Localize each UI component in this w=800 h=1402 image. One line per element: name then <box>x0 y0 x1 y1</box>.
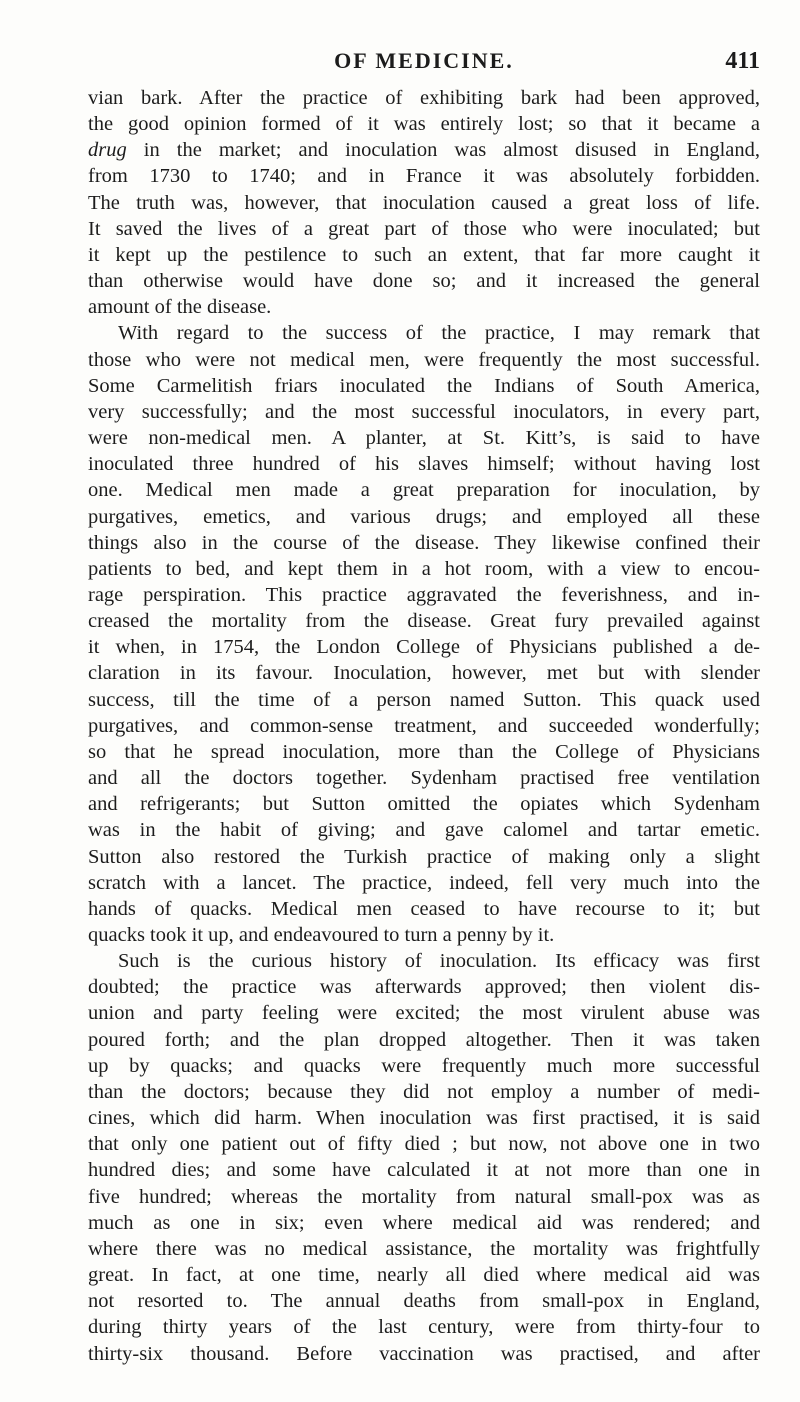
text-line: not resorted to. The annual deaths from small-pox in England, <box>88 1290 760 1313</box>
text-line: Sutton also restored the Turkish practice of making only a slight <box>88 845 760 868</box>
text-line: vian bark. After the practice of exhibiting bark had been approved, <box>88 87 760 109</box>
running-head <box>88 46 760 76</box>
text-line <box>88 137 760 163</box>
text-line: from 1730 to 1740; and in France it was absolutely forbidden. <box>88 165 760 188</box>
text-line: hundred dies; and some have calculated it at not more than one in <box>88 1159 760 1182</box>
text-line: cines, which did harm. When inoculation was first practised, it is said <box>88 1107 760 1130</box>
text-line: quacks took it up, and endeavoured to turn a penny by it. <box>88 924 555 946</box>
text-line: scratch with a lancet. The practice, indeed, fell very much into the <box>88 871 760 894</box>
text-line: The truth was, however, that inoculation caused a great loss of life. <box>88 191 760 214</box>
text-line: It saved the lives of a great part of those who were inoculated; but <box>88 217 760 240</box>
text-line: during thirty years of the last century, were from thirty-four to <box>88 1316 760 1339</box>
text-line: claration in its favour. Inoculation, however, met but with slender <box>88 662 760 685</box>
text-line: success, till the time of a person named Sutton. This quack used <box>88 688 760 711</box>
text-line: hands of quacks. Medical men ceased to have recourse to it; but <box>88 897 760 920</box>
text-line: and refrigerants; but Sutton omitted the opiates which Sydenham <box>88 793 760 816</box>
text-line: Some Carmelitish friars inoculated the Indians of South America, <box>88 374 760 397</box>
text-line: where there was no medical assistance, the mortality was frightfully <box>88 1237 760 1260</box>
text-line: union and party feeling were excited; the most virulent abuse was <box>88 1002 760 1025</box>
text-line: five hundred; whereas the mortality from natural small-pox was as <box>88 1185 760 1208</box>
text-line: the good opinion formed of it was entirely lost; so that it became a <box>88 113 760 136</box>
text-line: inoculated three hundred of his slaves himself; without having lost <box>88 453 760 476</box>
text-line: very successfully; and the most successful inoculators, in every part, <box>88 400 760 423</box>
text-line: things also in the course of the disease. They likewise confined their <box>88 531 760 554</box>
text-line: it kept up the pestilence to such an extent, that far more caught it <box>88 243 760 266</box>
text-line: great. In fact, at one time, nearly all died where medical aid was <box>88 1264 760 1287</box>
text-line: rage perspiration. This practice aggravated the feverishness, and in- <box>88 583 760 606</box>
running-title: OF MEDICINE. <box>334 48 514 73</box>
text-line: purgatives, emetics, and various drugs; and employed all these <box>88 505 760 528</box>
text-line: and all the doctors together. Sydenham practised free ventilation <box>88 767 760 790</box>
text-line: that only one patient out of fifty died ; but now, not above one in two <box>88 1133 760 1156</box>
text-line: than the doctors; because they did not employ a number of medi- <box>88 1080 760 1103</box>
text-line: thirty-six thousand. Before vaccination was practised, and after <box>88 1342 760 1365</box>
text-line: much as one in six; even where medical aid was rendered; and <box>88 1211 760 1234</box>
body-text <box>88 85 760 1367</box>
text-line: amount of the disease. <box>88 296 272 319</box>
text-line: patients to bed, and kept them in a hot room, with a view to encou- <box>88 557 760 580</box>
text-line: creased the mortality from the disease. Great fury prevailed against <box>88 610 760 633</box>
text-line: were non-medical men. A planter, at St. Kitt’s, is said to have <box>88 427 760 450</box>
text-line: was in the habit of giving; and gave calomel and tartar emetic. <box>88 819 760 842</box>
text-line: purgatives, and common-sense treatment, and succeeded wonderfully; <box>88 714 760 737</box>
text-line: doubted; the practice was afterwards approved; then violent dis- <box>88 976 760 999</box>
text-line: so that he spread inoculation, more than the College of Physicians <box>88 740 760 763</box>
text-line: than otherwise would have done so; and it increased the general <box>88 270 760 293</box>
italic-word: drug <box>88 139 127 162</box>
text-line: With regard to the success of the practice, I may remark that <box>118 322 760 345</box>
page-number: 411 <box>725 48 760 74</box>
text-line: one. Medical men made a great preparation for inoculation, by <box>88 479 760 502</box>
text-line: those who were not medical men, were frequently the most successful. <box>88 348 760 371</box>
text-line: it when, in 1754, the London College of Physicians published a de- <box>88 636 760 659</box>
text-line: up by quacks; and quacks were frequently much more successful <box>88 1054 760 1077</box>
text-line: Such is the curious history of inoculation. Its efficacy was first <box>118 950 760 973</box>
text-line: poured forth; and the plan dropped altogether. Then it was taken <box>88 1028 760 1051</box>
text-line-rest: in the market; and inoculation was almost disused in England, <box>143 139 760 162</box>
